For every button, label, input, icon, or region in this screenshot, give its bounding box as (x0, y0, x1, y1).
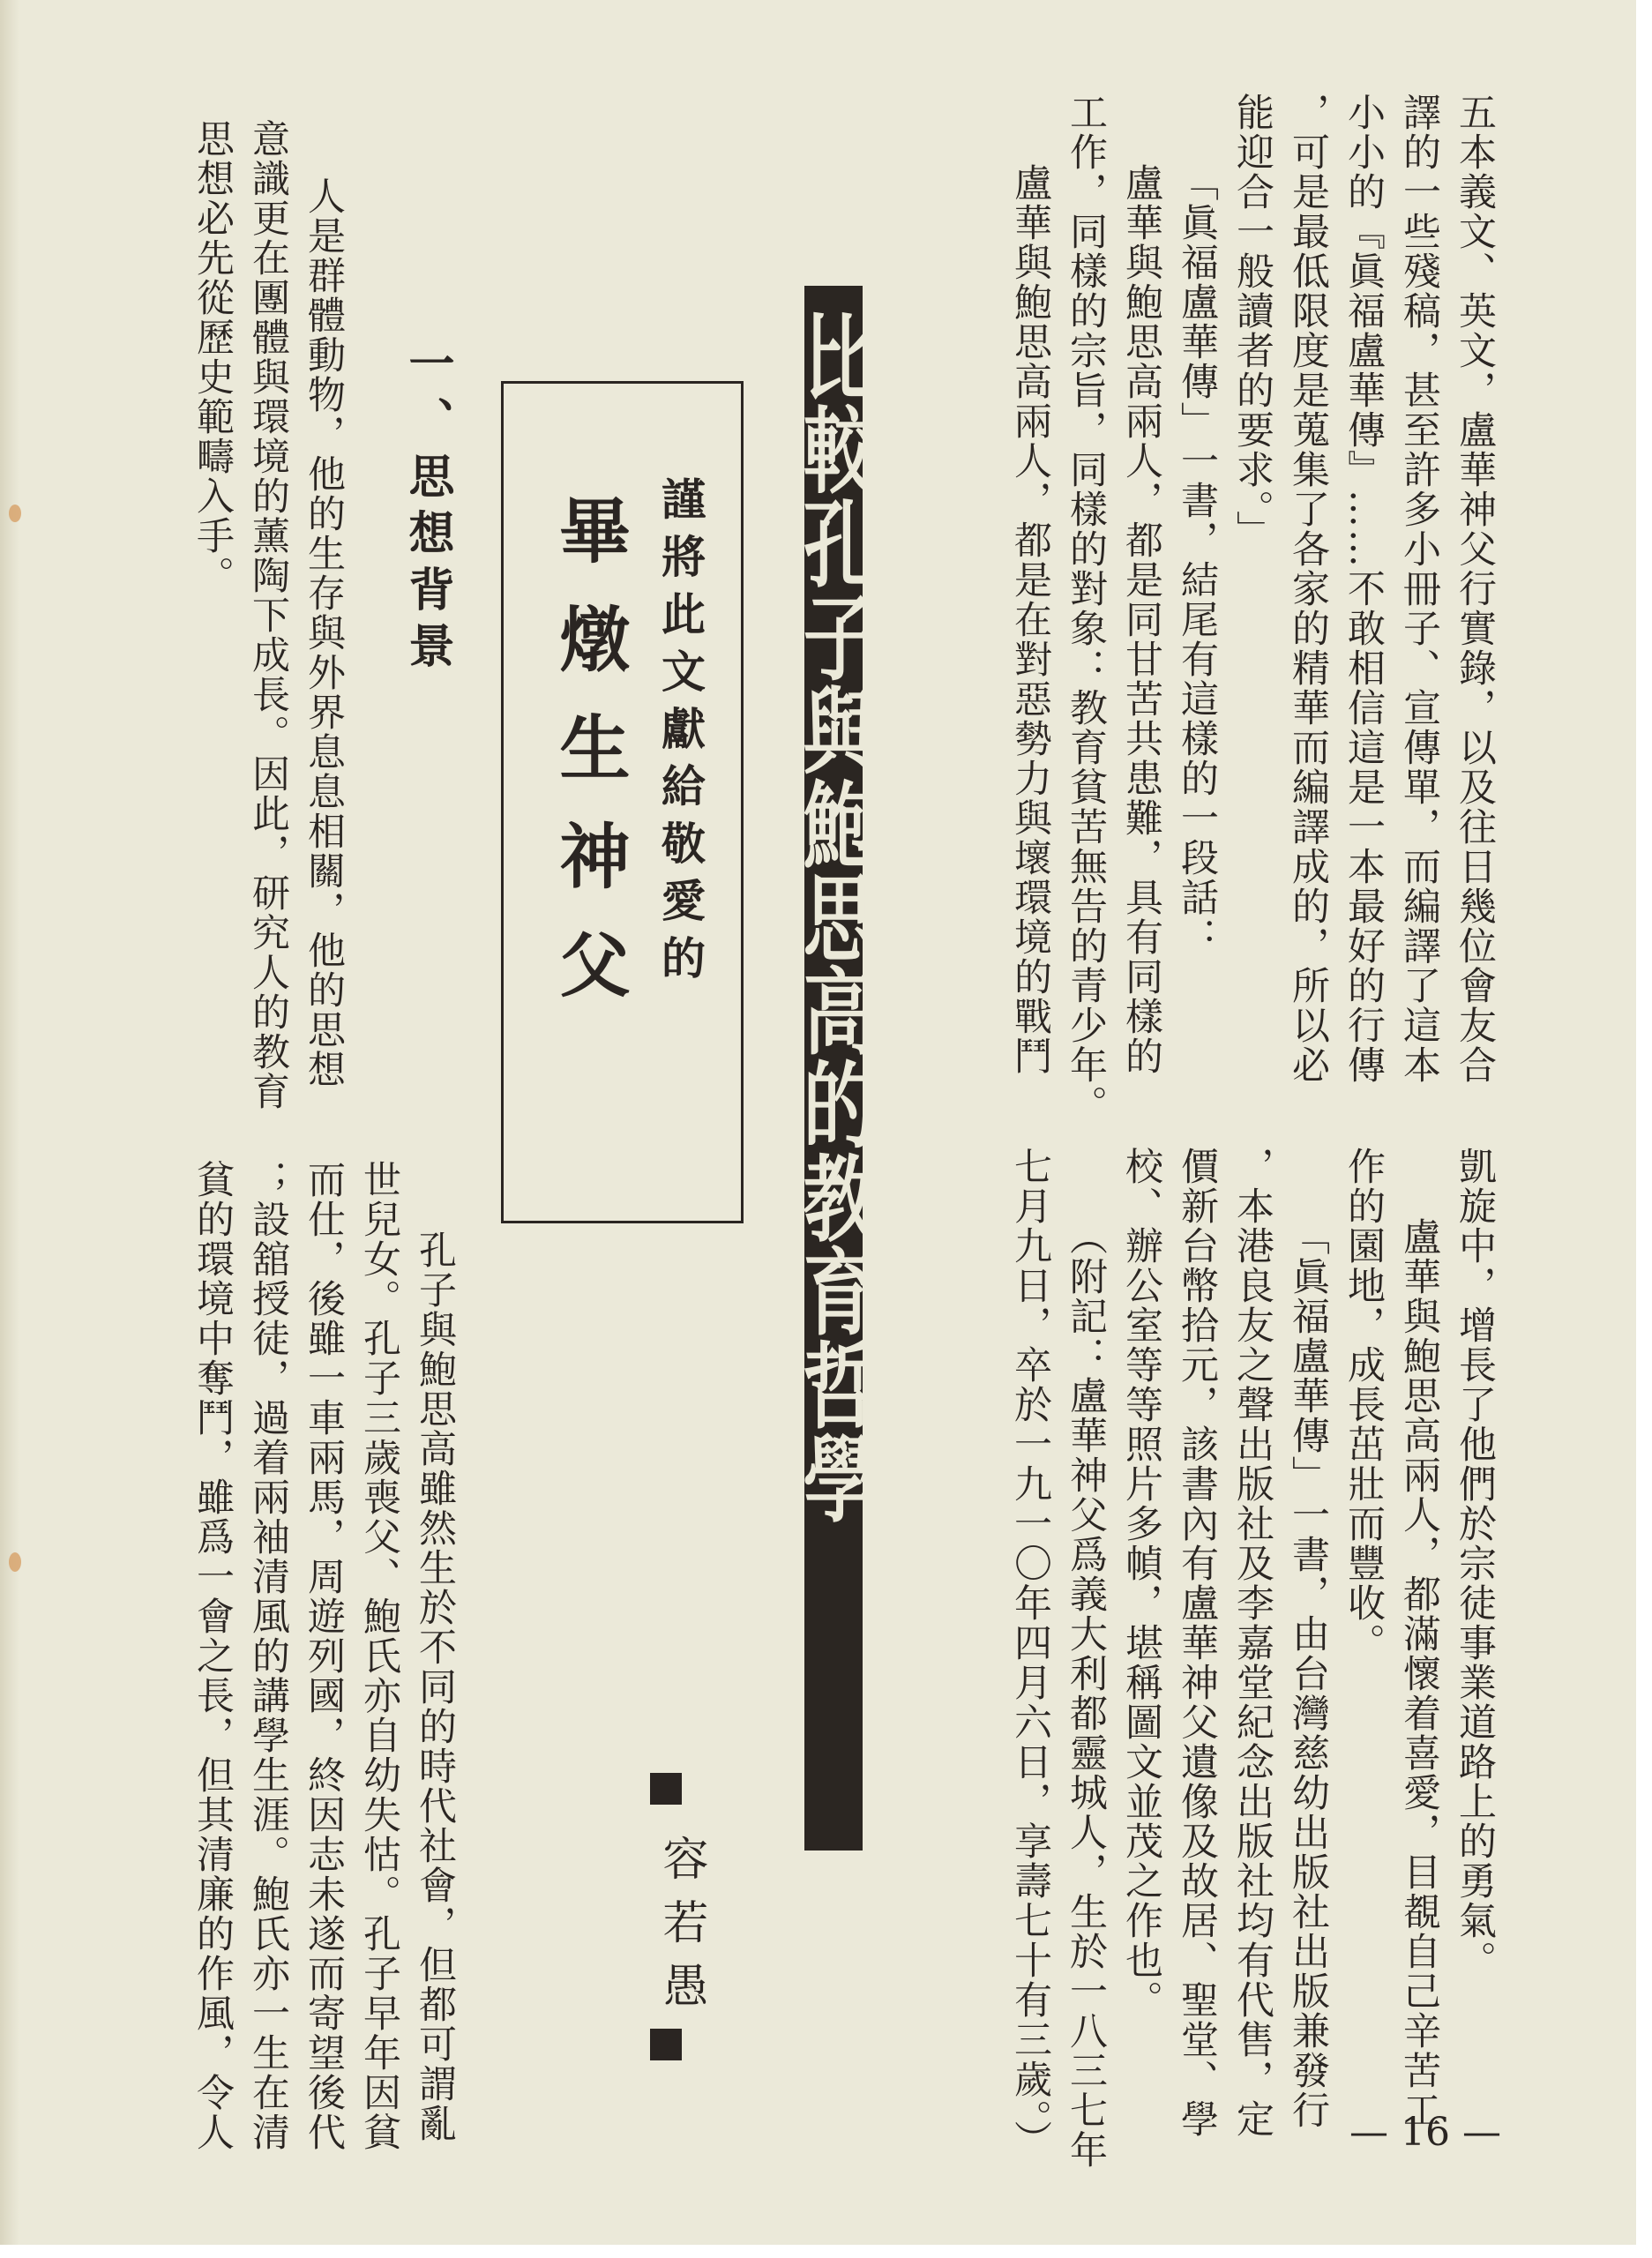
dedication-line: 謹將此文獻給敬愛的 (654, 476, 706, 992)
paragraph-line: 七月九日，卒於一九一〇年四月六日，享壽七十有三歲。） (1008, 1147, 1052, 2160)
paragraph-line: 作的園地，成長茁壯而豐收。 (1342, 1147, 1386, 1663)
author-name: 容若愚 (654, 1835, 707, 2025)
paragraph-line: 盧華與鮑思高兩人，都是在對惡勢力與壞環境的戰鬥 (1008, 163, 1052, 1076)
paragraph-line: 「眞福盧華傳」一書，結尾有這樣的一段話： (1175, 163, 1219, 957)
paragraph-line: （附記：盧華神父爲義大利都靈城人，生於一八三七年 (1064, 1217, 1108, 2170)
section-heading: 一、思想背景 (400, 340, 453, 678)
paragraph-line: 貧的環境中奪鬥，雖爲一會之長，但其清廉的作風，令人 (191, 1160, 235, 2152)
author-marker-top (650, 1773, 682, 1805)
paragraph-line: 凱旋中，增長了他們於宗徒事業道路上的勇氣。 (1453, 1147, 1497, 1980)
paper-stain (9, 1552, 21, 1572)
paragraph-line: 意識更在團體與環境的薰陶下成長。因此，研究人的教育 (246, 119, 290, 1111)
paragraph-line: 而仕，後雖一車兩馬，周遊列國，終因志未遂而寄望後代 (302, 1160, 346, 2152)
paragraph-line: 孔子與鮑思高雖然生於不同的時代社會，但都可謂亂 (413, 1230, 457, 2143)
paragraph-line: 盧華與鮑思高兩人，都是同甘苦共患難，具有同樣的 (1119, 163, 1163, 1076)
article-title: 比較孔子與鮑思高的教育哲學 (791, 309, 877, 1524)
paragraph-line: 校、辦公室等等照片多幀，堪稱圖文並茂之作也。 (1119, 1147, 1163, 2020)
dedication-name: 畢燉生神父 (548, 494, 630, 1036)
paragraph-line: 人是群體動物，他的生存與外界息息相關，他的思想 (302, 176, 346, 1089)
page-number: — 16 — (1349, 2110, 1501, 2155)
paragraph-line: 思想必先從歷史範疇入手。 (191, 119, 235, 595)
paragraph-line: 「眞福盧華傳」一書，由台灣慈幼出版社出版兼發行 (1286, 1217, 1330, 2130)
paragraph-line: 小小的『眞福盧華傳』……不敢相信這是一本最好的行傳 (1342, 93, 1386, 1085)
paragraph-line: ，本港良友之聲出版社及李嘉堂紀念出版社均有代售，定 (1230, 1147, 1275, 2139)
paragraph-line: 世兒女。孔子三歲喪父、鮑氏亦自幼失怙。孔子早年因貧 (357, 1160, 401, 2152)
paragraph-line: 能迎合一般讀者的要求。」 (1230, 93, 1275, 550)
paragraph-line: 盧華與鮑思高兩人，都滿懷着喜愛，目覩自己辛苦工 (1397, 1217, 1441, 2130)
binding-gutter (0, 0, 19, 2245)
paper-stain (9, 505, 21, 522)
author-marker-bottom (650, 2029, 682, 2060)
paragraph-line: ；設舘授徒，過着兩袖清風的講學生涯。鮑氏亦一生在清 (246, 1160, 290, 2152)
paragraph-line: 五本義文、英文，盧華神父行實錄，以及往日幾位會友合 (1453, 93, 1497, 1085)
paragraph-line: 工作，同樣的宗旨，同樣的對象：教育貧苦無告的青少年。 (1064, 93, 1108, 1125)
paragraph-line: ，可是最低限度是蒐集了各家的精華而編譯成的，所以必 (1286, 93, 1330, 1085)
paragraph-line: 譯的一些殘稿，甚至許多小冊子、宣傳單，而編譯了這本 (1397, 93, 1441, 1085)
paragraph-line: 價新台幣拾元，該書內有盧華神父遺像及故居、聖堂、學 (1175, 1147, 1219, 2139)
